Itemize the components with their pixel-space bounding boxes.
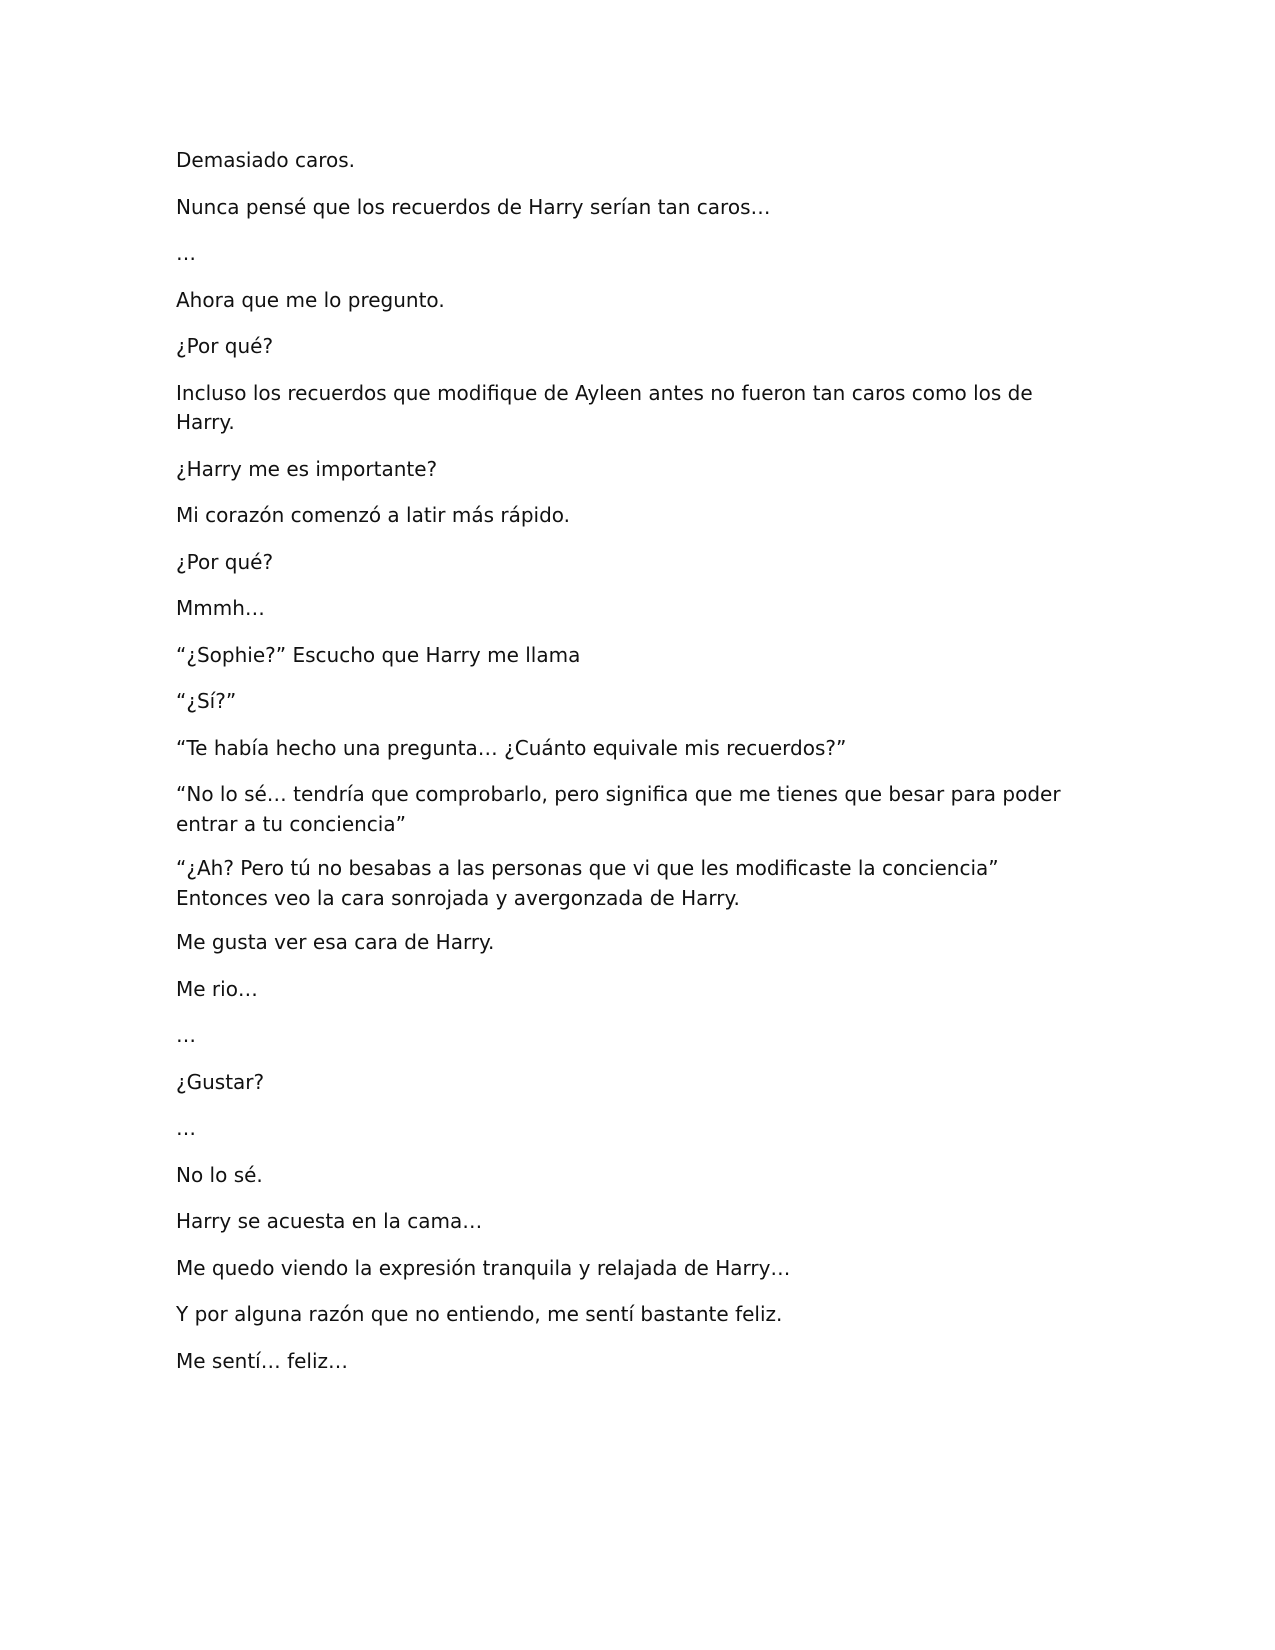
paragraph-14: “No lo sé… tendría que comprobarlo, pero significa que me tienes que besar para poder entrar a tu conciencia” <box>176 782 1061 836</box>
paragraph-3: … <box>176 241 196 265</box>
paragraph-2: Nunca pensé que los recuerdos de Harry serían tan caros… <box>176 194 771 219</box>
paragraph-12: “¿Sí?” <box>176 689 237 713</box>
paragraph-9: ¿Por qué? <box>176 549 274 574</box>
paragraph-20: … <box>176 1116 196 1140</box>
paragraph-22: Harry se acuesta en la cama… <box>176 1209 483 1233</box>
paragraph-15: “¿Ah? Pero tú no besabas a las personas que vi que les modificaste la conciencia” Entonces veo la cara sonrojada y avergonzada de Harry. <box>176 856 999 910</box>
paragraph-24: Y por alguna razón que no entiendo, me sentí bastante feliz. <box>176 1302 783 1326</box>
paragraph-8: Mi corazón comenzó a latir más rápido. <box>176 503 571 527</box>
document-body <box>176 146 1096 1393</box>
paragraph-7: ¿Harry me es importante? <box>176 456 438 481</box>
paragraph-19: ¿Gustar? <box>176 1069 265 1094</box>
paragraph-6: Incluso los recuerdos que modifique de Ayleen antes no fueron tan caros como los de Harry. <box>176 380 1033 434</box>
paragraph-17: Me rio… <box>176 976 258 1001</box>
paragraph-1: Demasiado caros. <box>176 148 356 172</box>
paragraph-4: Ahora que me lo pregunto. <box>176 287 445 312</box>
paragraph-25: Me sentí… feliz… <box>176 1348 349 1373</box>
paragraph-5: ¿Por qué? <box>176 334 274 358</box>
paragraph-13: “Te había hecho una pregunta… ¿Cuánto equivale mis recuerdos?” <box>176 735 847 760</box>
paragraph-10: Mmmh… <box>176 596 265 620</box>
paragraph-21: No lo sé. <box>176 1162 263 1187</box>
paragraph-23: Me quedo viendo la expresión tranquila y relajada de Harry… <box>176 1255 791 1280</box>
paragraph-16: Me gusta ver esa cara de Harry. <box>176 930 495 954</box>
paragraph-18: … <box>176 1023 196 1047</box>
paragraph-11: “¿Sophie?” Escucho que Harry me llama <box>176 642 581 667</box>
